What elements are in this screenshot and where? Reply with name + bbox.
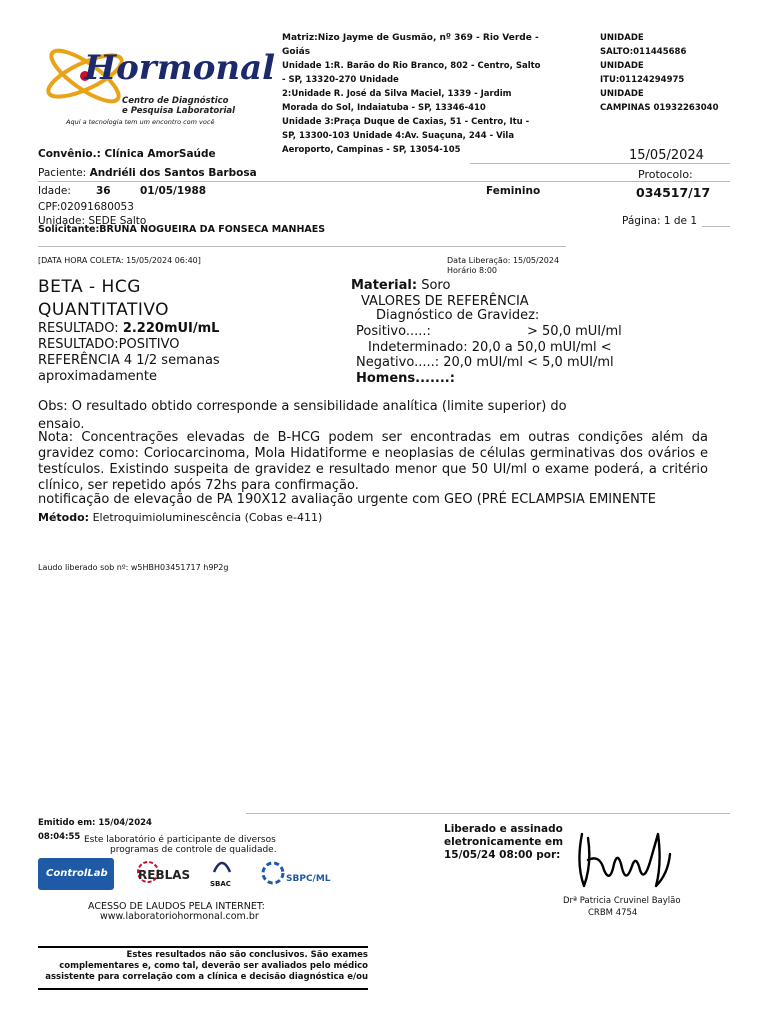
phone-line: SALTO:011445686 xyxy=(600,47,687,57)
exam-title-2: QUANTITATIVO xyxy=(38,300,170,320)
address-line: Unidade 1:R. Barão do Rio Branco, 802 - Centro, Salto xyxy=(282,61,541,71)
address-line: Goiás xyxy=(282,47,311,57)
sbpc-emblem-icon xyxy=(260,860,286,886)
cpf: CPF:02091680053 xyxy=(38,201,134,213)
sbac-badge xyxy=(206,858,238,892)
phone-line: CAMPINAS 01932263040 xyxy=(600,103,719,113)
phone-line: ITU:01124294975 xyxy=(600,75,685,85)
phone-block xyxy=(600,31,750,115)
ref-homens: Homens.......: xyxy=(356,371,455,386)
pagina: Página: 1 de 1 xyxy=(622,215,698,227)
notificacao: notificação de elevação de PA 190X12 avaliação urgente com GEO (PRÉ ECLAMPSIA EMINENTE xyxy=(38,492,656,507)
paciente-label: Paciente: xyxy=(38,167,87,179)
data-liberacao: Data Liberação: 15/05/2024 xyxy=(447,256,560,265)
horario-liberacao: Horário 8:00 xyxy=(447,266,498,275)
ref-subtitle: Diagnóstico de Gravidez: xyxy=(376,308,540,323)
obs-line-1: Obs: O resultado obtido corresponde a sensibilidade analítica (limite superior) do xyxy=(38,399,567,414)
exam-title-1: BETA - HCG xyxy=(38,277,141,297)
logo-subtitle-2: e Pesquisa Laboratorial xyxy=(122,106,236,116)
address-line: - SP, 13320-270 Unidade xyxy=(282,75,399,85)
participante-2: programas de controle de qualidade. xyxy=(110,845,277,855)
address-line: Matriz:Nizo Jayme de Gusmão, nº 369 - Rio Verde - xyxy=(282,33,539,43)
ref-title: VALORES DE REFERÊNCIA xyxy=(361,294,529,309)
protocolo-label: Protocolo: xyxy=(638,168,693,181)
material-row xyxy=(351,278,450,293)
logo-subtitle-1: Centro de Diagnóstico xyxy=(122,96,229,106)
address-line: 2:Unidade R. José da Silva Maciel, 1339 - Jardim xyxy=(282,89,512,99)
phone-line: UNIDADE xyxy=(600,33,644,43)
address-block xyxy=(282,31,542,157)
logo-tagline: Aqui a tecnologia tem um encontro com você xyxy=(66,118,215,126)
emitido-em: Emitido em: 15/04/2024 xyxy=(38,818,152,828)
obs-line-2: ensaio. xyxy=(38,417,85,432)
idade-value: 36 xyxy=(96,185,111,197)
ref-positivo-label: Positivo.....: xyxy=(356,324,431,339)
sexo: Feminino xyxy=(486,185,541,197)
site-link[interactable]: www.laboratoriohormonal.com.br xyxy=(100,911,259,922)
resultado-positivo: RESULTADO:POSITIVO xyxy=(38,337,180,352)
protocolo-value: 034517/17 xyxy=(636,185,711,200)
paciente-row xyxy=(38,167,257,179)
report-date: 15/05/2024 xyxy=(629,148,704,163)
sbpc-label: SBPC/ML xyxy=(286,874,331,884)
material-value: Soro xyxy=(421,278,451,293)
resultado-row xyxy=(38,321,219,336)
liberado-1: Liberado e assinado xyxy=(444,823,563,835)
birth-date: 01/05/1988 xyxy=(140,185,207,197)
disclaimer xyxy=(38,950,368,983)
phone-line: UNIDADE xyxy=(600,89,644,99)
data-coleta: [DATA HORA COLETA: 15/05/2024 06:40] xyxy=(38,256,201,265)
acesso-laudos: ACESSO DE LAUDOS PELA INTERNET: xyxy=(88,901,265,912)
logo xyxy=(40,36,276,132)
unidade: Unidade: SEDE Salto xyxy=(38,215,147,227)
paciente-name: Andriéli dos Santos Barbosa xyxy=(89,167,257,179)
emitido-hora: 08:04:55 xyxy=(38,832,81,842)
sbac-emblem-icon xyxy=(212,858,232,876)
metodo-label: Método: xyxy=(38,511,90,524)
signature-icon xyxy=(570,824,680,896)
phone-line: UNIDADE xyxy=(600,61,644,71)
sbac-label: SBAC xyxy=(210,880,231,888)
liberado-3: 15/05/24 08:00 por: xyxy=(444,849,561,861)
ref-positivo-value: > 50,0 mUI/ml xyxy=(527,324,622,339)
participante-1: Este laboratório é participante de diversos xyxy=(84,835,276,845)
resultado-value: 2.220mUI/mL xyxy=(122,321,220,336)
ref-negativo: Negativo.....: 20,0 mUI/ml < 5,0 mUI/ml xyxy=(356,355,614,370)
controllab-label: ControlLab xyxy=(46,868,108,879)
sbpc-badge xyxy=(260,860,334,892)
metodo-row xyxy=(38,511,322,524)
disclaimer-line: assistente para correlação com a clínica e decisão diagnóstica e/ou xyxy=(45,972,368,982)
liberado-2: eletronicamente em xyxy=(444,836,564,848)
address-line: SP, 13300-103 Unidade 4:Av. Suaçuna, 244 - Vila xyxy=(282,131,515,141)
metodo-value: Eletroquimioluminescência (Cobas e-411) xyxy=(92,511,323,524)
convenio: Convênio.: Clínica AmorSaúde xyxy=(38,148,216,160)
solicitante: Solicitante:BRUNA NOGUEIRA DA FONSECA MANHAES xyxy=(38,224,326,235)
material-label: Material: xyxy=(351,278,418,293)
address-line: Aeroporto, Campinas - SP, 13054-105 xyxy=(282,145,461,155)
disclaimer-line: Estes resultados não são conclusivos. São exames xyxy=(126,950,368,960)
reblas-badge xyxy=(134,858,194,890)
address-line: Morada do Sol, Indaiatuba - SP, 13346-410 xyxy=(282,103,486,113)
address-line: Unidade 3:Praça Duque de Caxias, 51 - Centro, Itu - xyxy=(282,117,530,127)
doctor-name: Drª Patricia Cruvinel Baylão xyxy=(563,896,681,906)
idade-label: Idade: xyxy=(38,185,71,197)
logo-wordmark: Hormonal xyxy=(84,48,276,88)
resultado-label: RESULTADO: xyxy=(38,321,119,336)
controllab-badge xyxy=(38,858,114,890)
ref-indeterminado: Indeterminado: 20,0 a 50,0 mUI/ml < xyxy=(368,340,612,355)
nota-paragraph: Nota: Concentrações elevadas de B-HCG podem ser encontradas em outras condições além da gravidez como: Coriocarcinoma, Mola Hidatiforme e neoplasias de células germinativas dos ovários e testículos. Existindo suspeita de gravidez e resultado menor que 50 UI/ml o exame poderá, a critério clínico, ser repetido após 72hs para confirmação. xyxy=(38,430,708,493)
doctor-crbm: CRBM 4754 xyxy=(588,908,638,918)
disclaimer-line: complementares e, como tal, deverão ser avaliados pelo médico xyxy=(59,961,368,971)
reblas-label: REBLAS xyxy=(138,868,191,882)
referencia: REFERÊNCIA 4 1/2 semanas xyxy=(38,353,220,368)
laudo-number: Laudo liberado sob nº: w5HBH03451717 h9P2g xyxy=(38,563,229,572)
referencia-2: aproximadamente xyxy=(38,369,157,384)
